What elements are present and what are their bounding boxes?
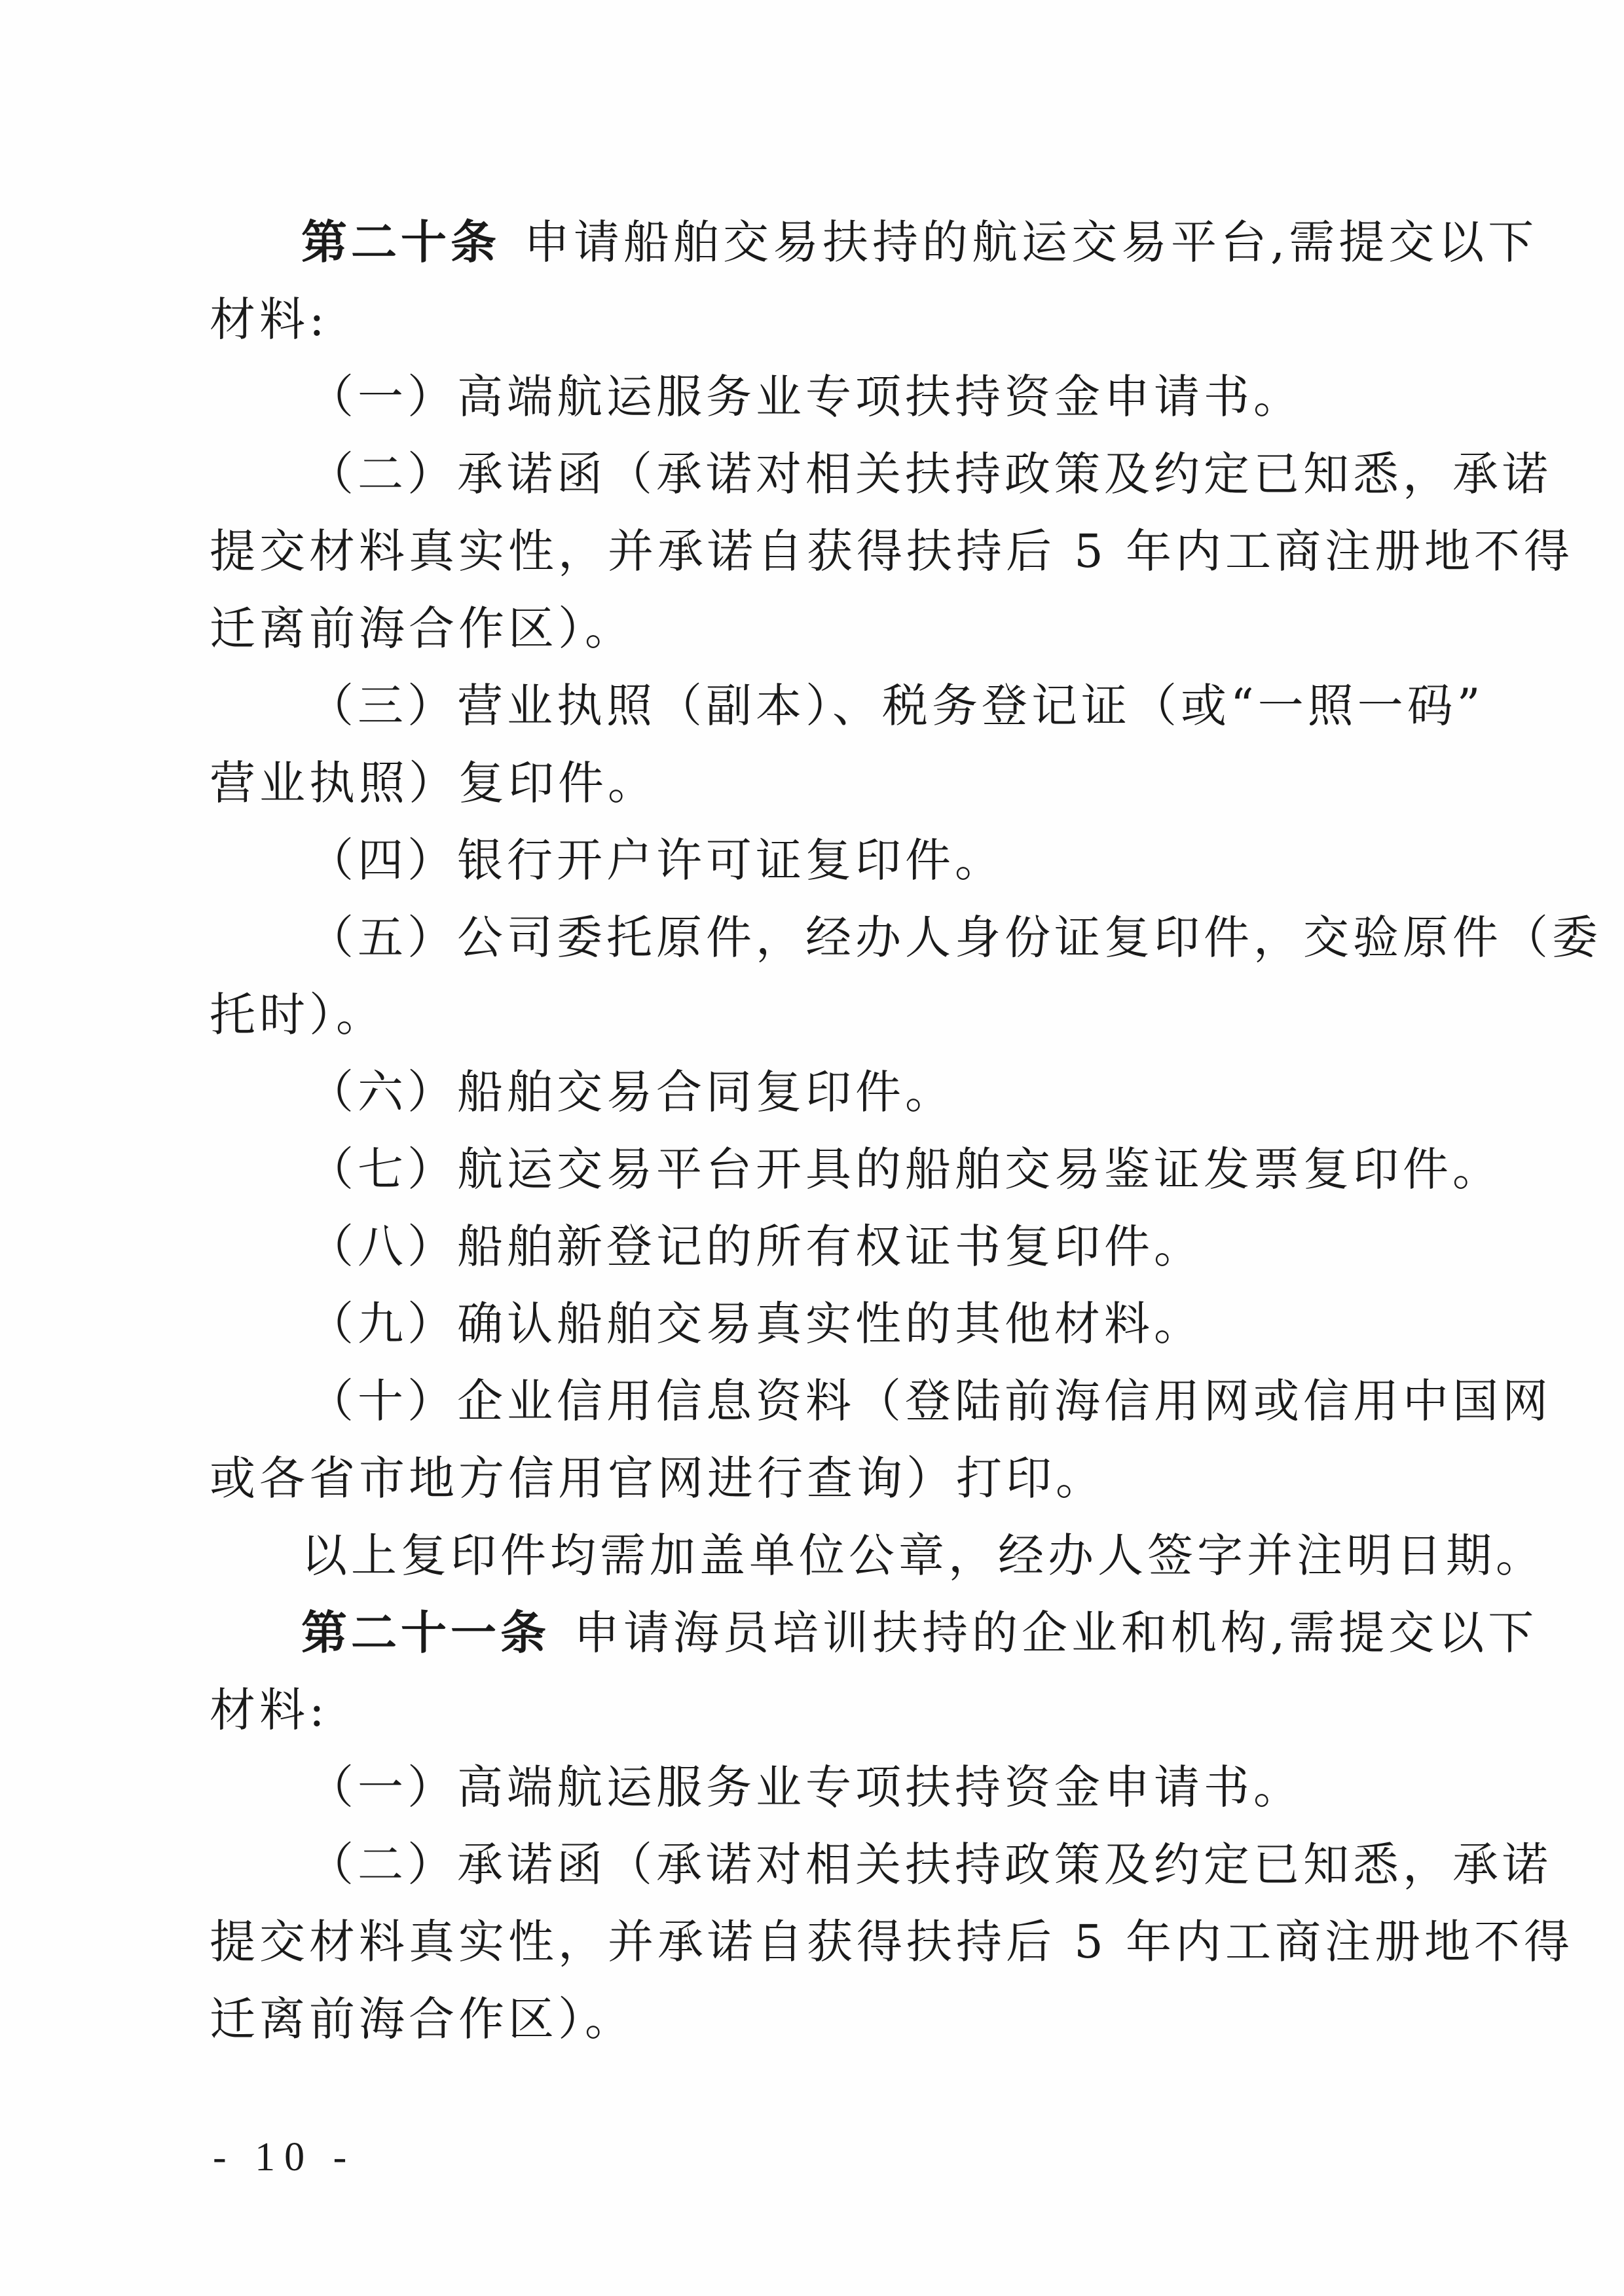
article-21-item-2-line-1: （二）承诺函（承诺对相关扶持政策及约定已知悉，承诺 [308, 1838, 1552, 1891]
article-21-intro-text: 申请海员培训扶持的企业和机构,需提交以下 [574, 1606, 1538, 1660]
article-20-item-9: （九）确认船舶交易真实性的其他材料。 [308, 1297, 1204, 1351]
article-21-intro-line-2: 材料: [210, 1683, 329, 1737]
article-20-item-2-line-3: 迁离前海合作区）。 [210, 602, 635, 655]
article-20-item-2-line-1: （二）承诺函（承诺对相关扶持政策及约定已知悉，承诺 [308, 447, 1552, 501]
article-20-item-3-line-1: （三）营业执照（副本）、税务登记证（或“一照一码” [308, 679, 1485, 733]
article-20-note: 以上复印件均需加盖单位公章，经办人签字并注明日期。 [301, 1529, 1545, 1582]
article-20-item-8: （八）船舶新登记的所有权证书复印件。 [308, 1220, 1204, 1273]
article-21-item-1: （一）高端航运服务业专项扶持资金申请书。 [308, 1760, 1303, 1814]
article-20-item-6: （六）船舶交易合同复印件。 [308, 1065, 955, 1119]
article-20-intro-line-2: 材料: [210, 293, 329, 346]
article-20-item-7: （七）航运交易平台开具的船舶交易鉴证发票复印件。 [308, 1142, 1502, 1196]
article-20-intro-text: 申请船舶交易扶持的航运交易平台,需提交以下 [524, 215, 1538, 269]
article-20-intro-line-1 [301, 210, 1538, 275]
article-20-item-4: （四）银行开户许可证复印件。 [308, 833, 1005, 887]
article-20-item-10-line-1: （十）企业信用信息资料（登陆前海信用网或信用中国网 [308, 1374, 1552, 1428]
article-20-item-10-line-2: 或各省市地方信用官网进行查询）打印。 [210, 1451, 1105, 1505]
article-20-item-2-line-2: 提交材料真实性，并承诺自获得扶持后 5 年内工商注册地不得 [210, 524, 1574, 578]
article-21-intro-line-1 [301, 1600, 1538, 1666]
page-number: - 10 - [213, 2135, 356, 2179]
article-20-heading: 第二十条 [301, 215, 500, 269]
article-20-item-1: （一）高端航运服务业专项扶持资金申请书。 [308, 370, 1303, 424]
article-21-heading: 第二十一条 [301, 1605, 550, 1660]
article-21-item-2-line-2: 提交材料真实性，并承诺自获得扶持后 5 年内工商注册地不得 [210, 1915, 1574, 1969]
article-20-item-3-line-2: 营业执照）复印件。 [210, 756, 657, 810]
article-20-item-5-line-1: （五）公司委托原件，经办人身份证复印件，交验原件（委 [308, 911, 1602, 964]
article-20-item-5-line-2: 托时）。 [210, 988, 386, 1042]
article-21-item-2-line-3: 迁离前海合作区）。 [210, 1992, 635, 2046]
